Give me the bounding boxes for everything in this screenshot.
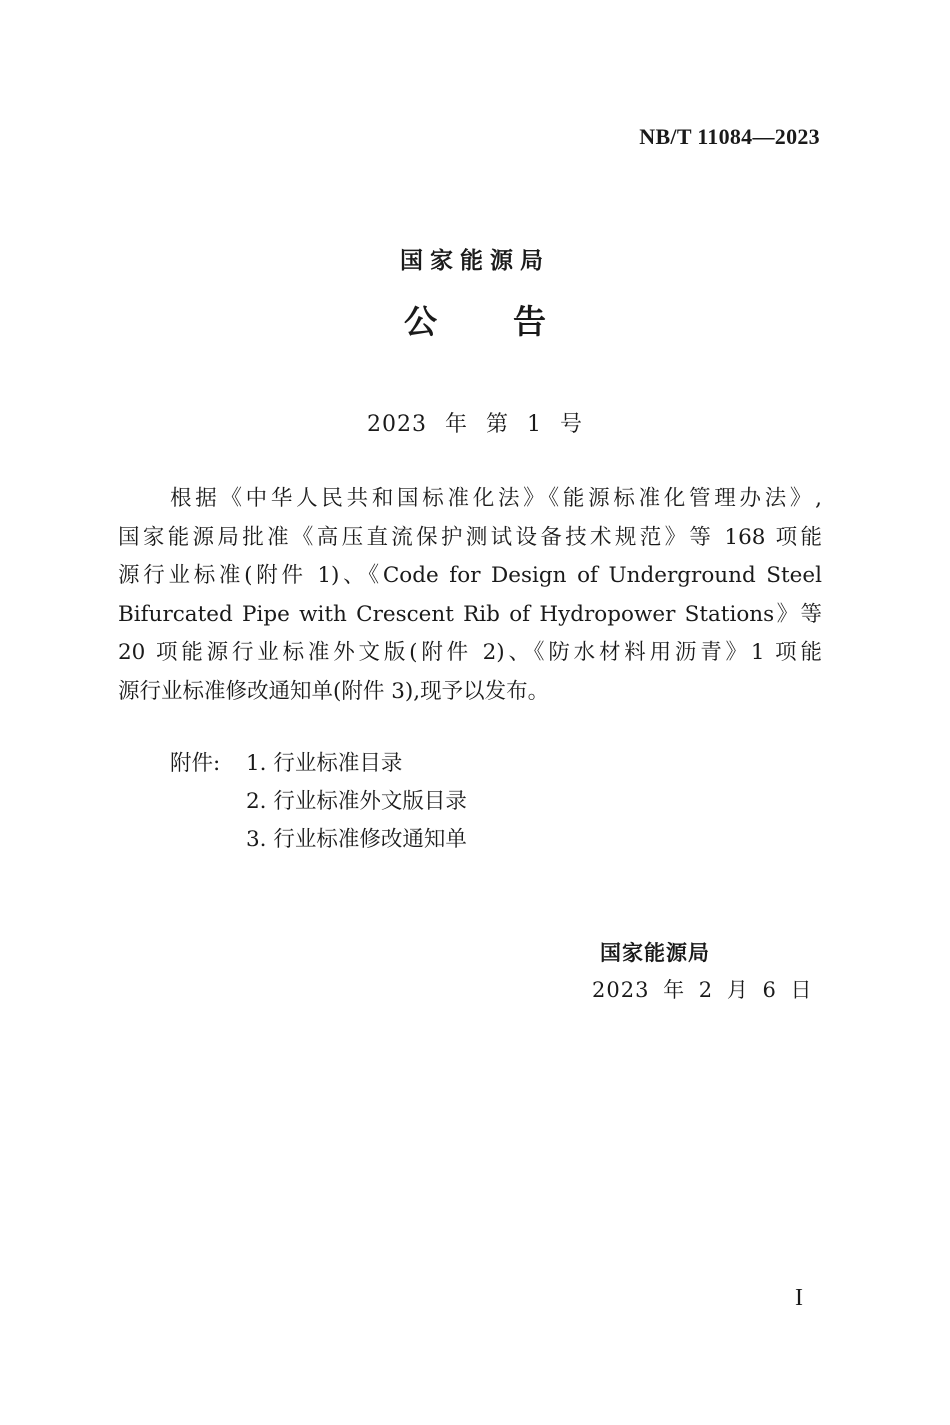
attachment-item-text: 1. 行业标准目录	[246, 751, 403, 776]
signature-date: 2023 年 2 月 6 日	[592, 978, 813, 1002]
attachment-item	[170, 745, 467, 783]
announcement-number: 2023 年 第 1 号	[367, 412, 583, 437]
body-line: 国家能源局批准《高压直流保护测试设备技术规范》等 168 项能	[118, 524, 822, 550]
body-line: 源行业标准(附件 1)、《Code for Design of Underground Steel	[118, 563, 822, 589]
attachment-item	[170, 821, 467, 859]
attachment-item-text: 3. 行业标准修改通知单	[246, 827, 467, 852]
attachment-item	[170, 783, 467, 821]
announcement-body	[118, 480, 822, 712]
attachments-list	[170, 745, 467, 859]
announcement-title: 公告	[404, 302, 622, 341]
page-number: I	[795, 1285, 803, 1311]
attachments-label: 附件:	[170, 751, 221, 776]
signature-issuer: 国家能源局	[600, 941, 710, 965]
body-line: Bifurcated Pipe with Crescent Rib of Hydropower Stations》等	[118, 601, 822, 627]
body-line: 20 项能源行业标准外文版(附件 2)、《防水材料用沥青》1 项能	[118, 640, 822, 666]
body-line: 源行业标准修改通知单(附件 3),现予以发布。	[118, 678, 550, 704]
body-line: 根据《中华人民共和国标准化法》《能源标准化管理办法》,	[170, 486, 822, 511]
announcement-issuer: 国家能源局	[400, 248, 550, 274]
attachment-item-text: 2. 行业标准外文版目录	[246, 789, 467, 814]
standard-code: NB/T 11084—2023	[639, 124, 820, 149]
